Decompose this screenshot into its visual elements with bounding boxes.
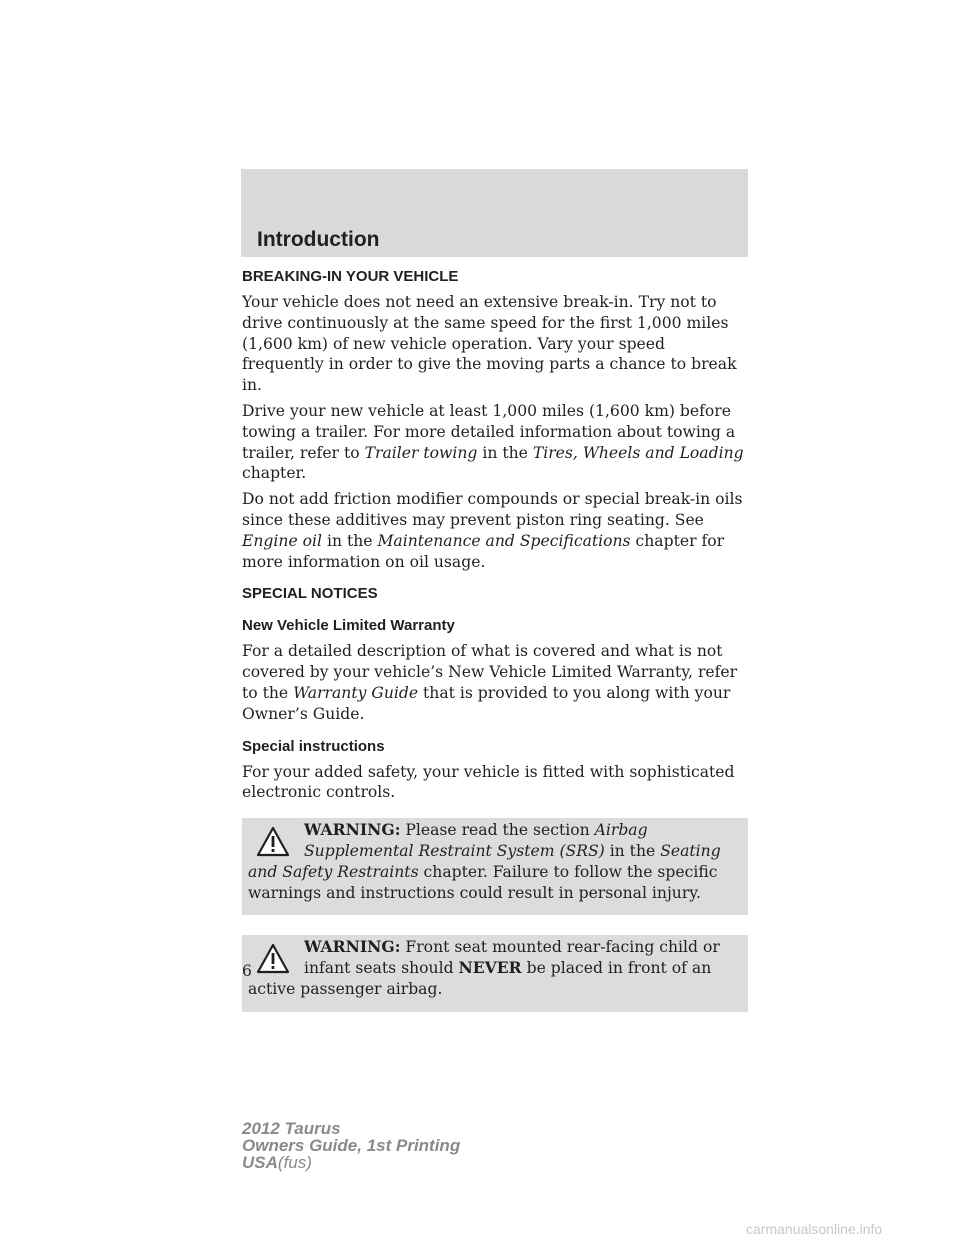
chapter-title: Introduction [257,228,380,251]
warning-triangle-icon [256,826,290,858]
text-run: Please read the section [400,821,595,840]
breaking-in-paragraph-1: Your vehicle does not need an extensive break-in. Try not to drive continuously at the same speed for the first 1,000 miles (1,600 km) of new vehicle operation. Vary your speed frequently in order to give the moving parts a chance to break in. [242,293,737,395]
breaking-in-paragraph-3 [242,489,748,572]
text-run: chapter for more information on oil usage. [242,531,725,571]
footer-edition: Owners Guide, 1st Printing [242,1136,461,1155]
warning-box-airbag [242,818,748,915]
text-run: that is provided to you along with your Owner’s Guide. [242,683,731,723]
chapter-header-band [241,169,748,257]
text-run: chapter. Failure to follow the specific warnings and instructions could result in personal injury. [248,862,718,902]
cross-reference: Maintenance and Specifications [377,531,631,550]
cross-reference: Warranty Guide [293,683,419,702]
warning-label: WARNING: [304,937,401,957]
cross-reference: Airbag Supplemental Restraint System (SRS) [304,821,648,860]
text-run: Drive your new vehicle at least 1,000 miles (1,600 km) before towing a trailer. For more detailed information about towing a trailer, refer to [242,401,736,462]
footer-model: 2012 Taurus [242,1119,341,1138]
section-heading-breaking-in: BREAKING-IN YOUR VEHICLE [242,268,459,285]
warning-box-child-seat [242,935,748,1011]
watermark: carmanualsonline.info [746,1221,883,1237]
text-run: chapter. [242,464,307,483]
emphasis-never: NEVER [458,958,522,978]
warranty-paragraph [242,641,748,724]
footer-region [242,1154,460,1171]
footer-country: USA [242,1153,278,1172]
text-run: Front seat mounted rear-facing child or infant seats should [304,938,720,978]
page-content [242,267,748,1012]
warning-label: WARNING: [304,820,401,840]
cross-reference: Seating and Safety Restraints [248,841,721,881]
page-number: 6 [242,962,252,980]
cross-reference: Engine oil [242,531,322,550]
document-footer [242,1120,460,1171]
text-run: For a detailed description of what is covered and what is not covered by your vehicle’s New Vehicle Limited Warranty, refer to the [242,642,738,702]
text-run: in the [604,841,661,860]
footer-code: (fus) [277,1153,312,1172]
warning-text-airbag [248,820,738,903]
subheading-limited-warranty: New Vehicle Limited Warranty [242,617,455,635]
text-run: in the [477,443,533,462]
breaking-in-paragraph-2 [242,401,748,484]
subheading-special-instructions: Special instructions [242,737,385,755]
warning-text-child-seat [248,937,738,999]
instructions-paragraph: For your added safety, your vehicle is fitted with sophisticated electronic controls. [242,762,735,802]
cross-reference: Trailer towing [364,443,478,462]
cross-reference: Tires, Wheels and Loading [532,443,744,462]
section-heading-special-notices: SPECIAL NOTICES [242,585,378,603]
warning-triangle-icon [256,943,290,975]
text-run: Do not add friction modifier compounds or special break-in oils since these additives may prevent piston ring seating. See [242,490,743,529]
text-run: in the [322,531,378,550]
text-run: be placed in front of an active passenger airbag. [248,959,712,998]
